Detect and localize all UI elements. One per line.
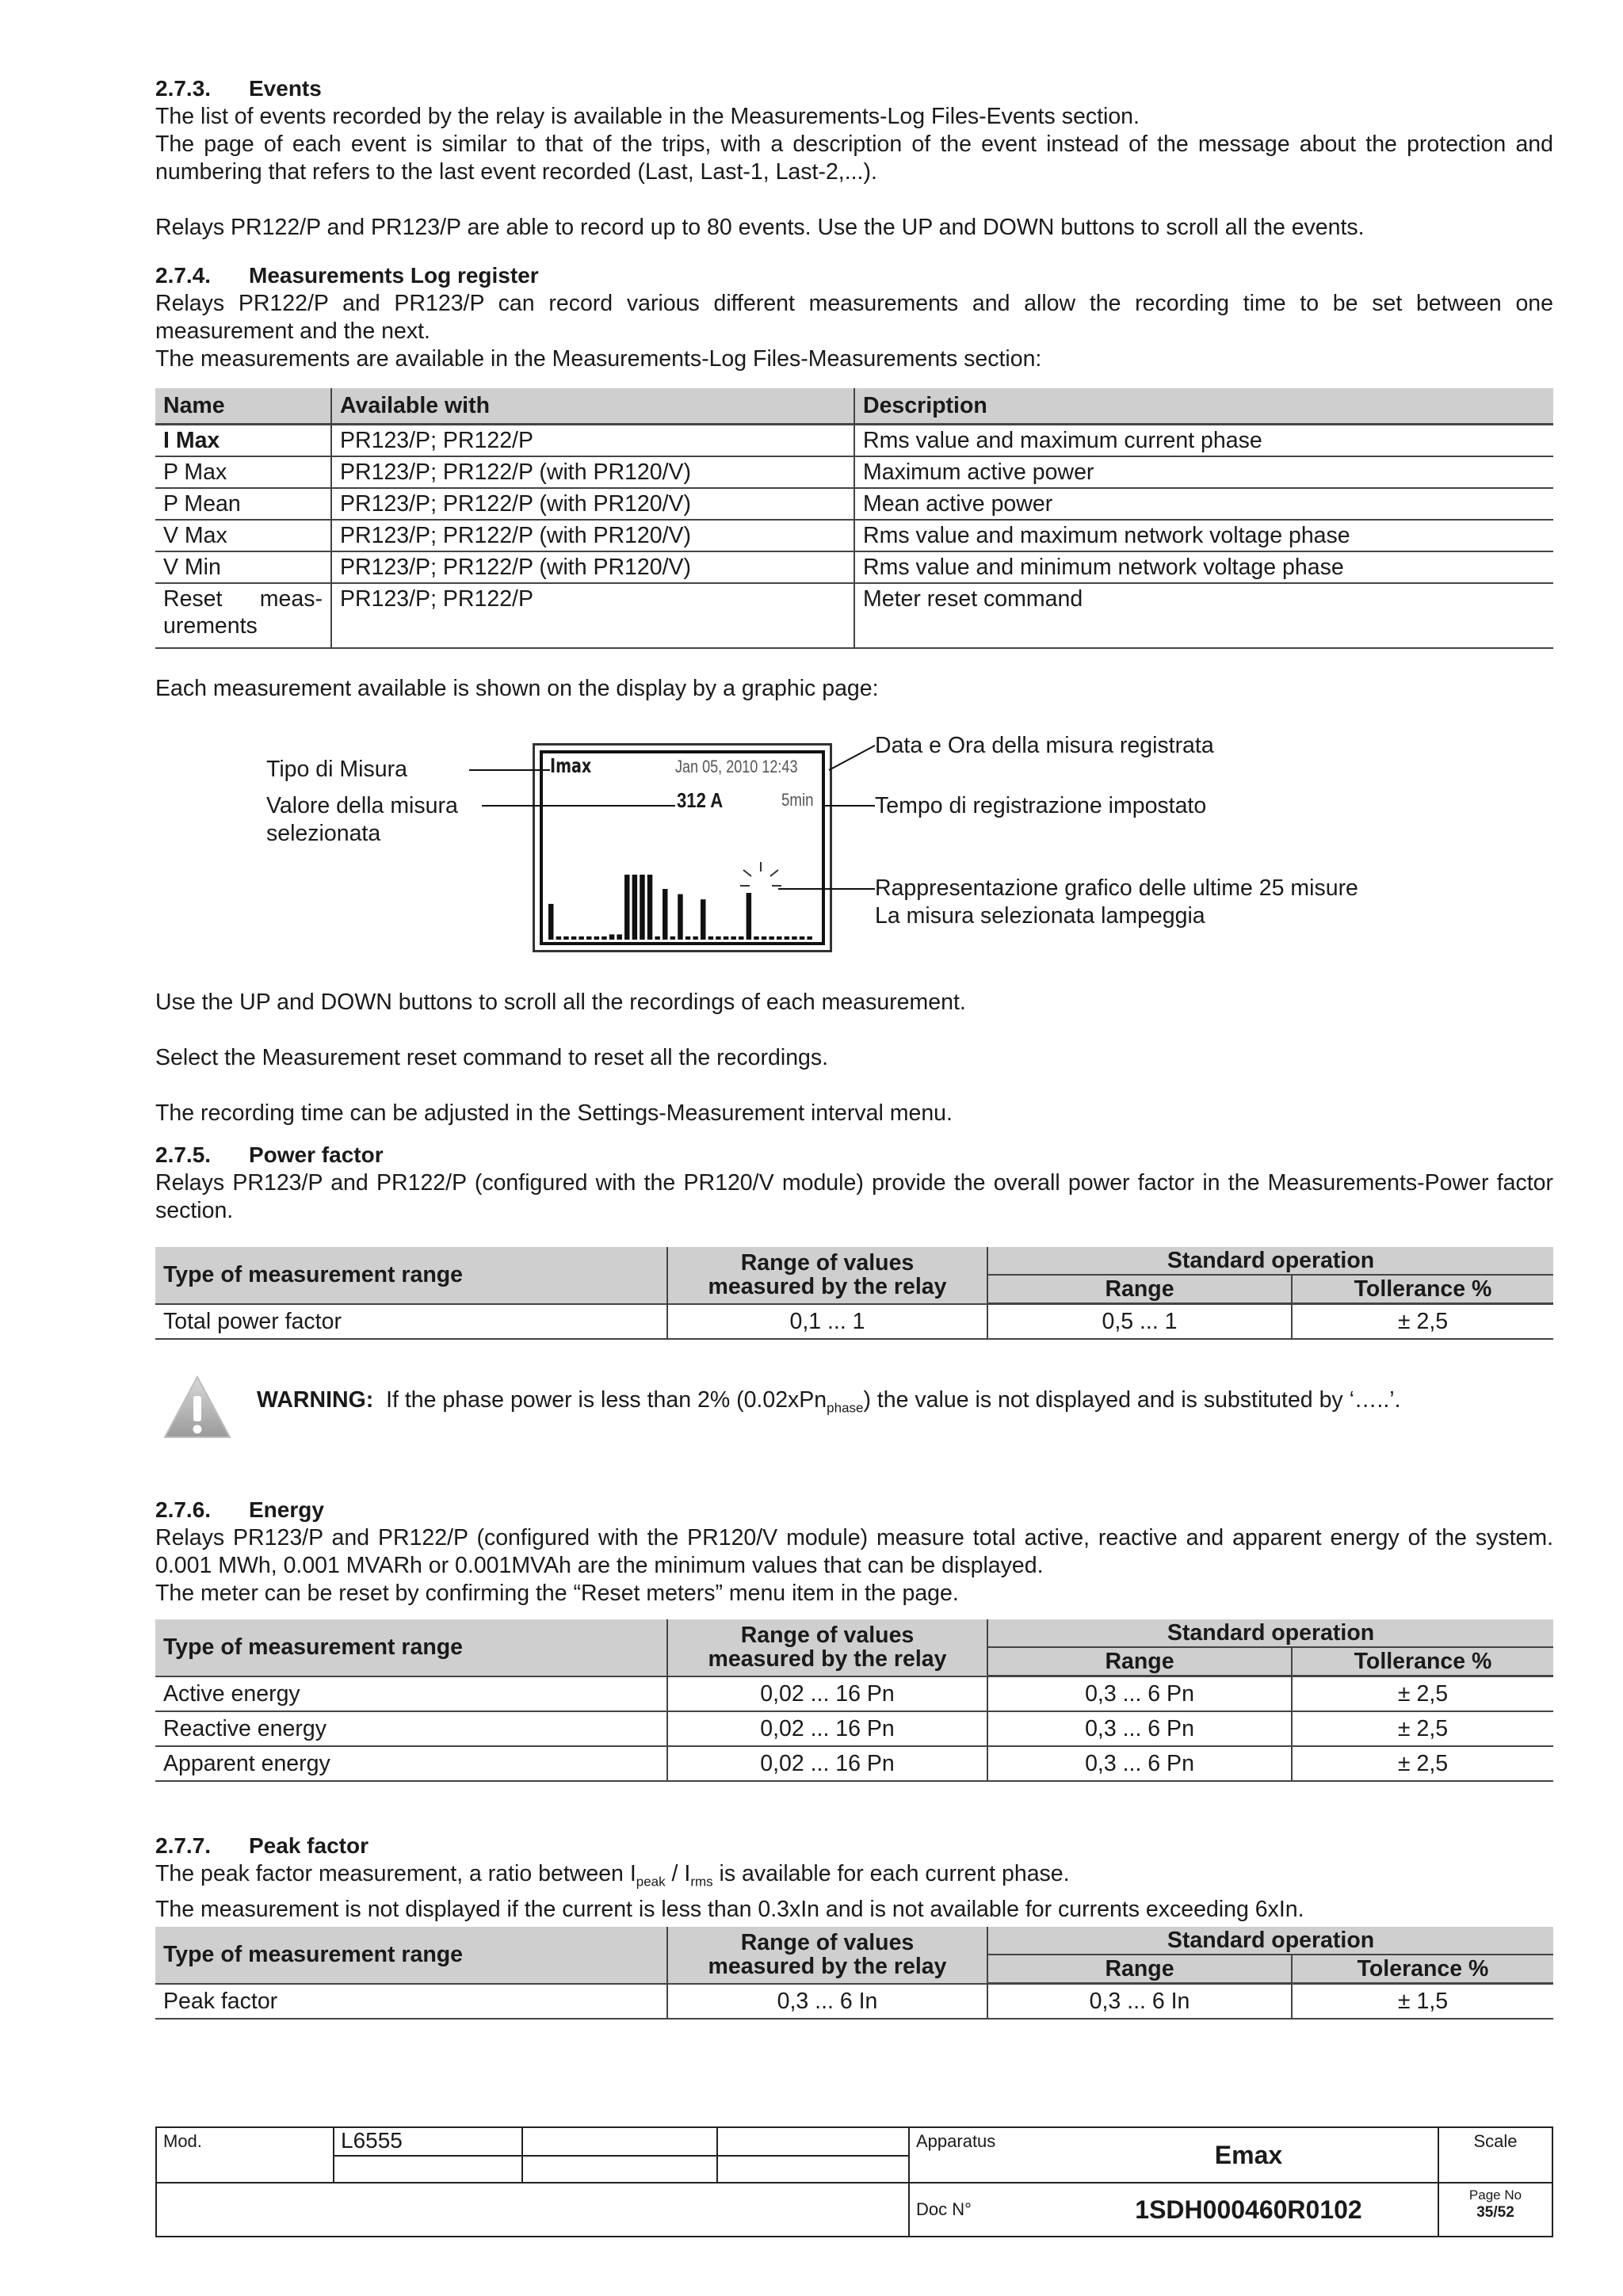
- table-cell: 0,3 ... 6 Pn: [987, 1746, 1292, 1781]
- lcd-bar: [647, 875, 653, 940]
- label-valore-1: Valore della misura: [266, 793, 458, 818]
- table-cell: 0,3 ... 6 In: [987, 1984, 1292, 2019]
- paragraph: Relays PR122/P and PR123/P can record various different measurements and allow the recording time to be set between one measurement and the next.: [155, 291, 1553, 344]
- table-cell: PR123/P; PR122/P (with PR120/V): [331, 488, 854, 520]
- table-cell: Peak factor: [155, 1984, 667, 2019]
- header-cell: Type of measurement range: [155, 1247, 667, 1304]
- section-heading: 2.7.4. Measurements Log register: [155, 263, 539, 288]
- scale-label: Scale: [1438, 2127, 1552, 2183]
- table-cell: PR123/P; PR122/P: [331, 583, 854, 648]
- table-cell: V Min: [155, 551, 331, 583]
- lcd-bar: [601, 936, 607, 940]
- lcd-bar: [632, 875, 638, 940]
- section-peak-factor: [155, 1832, 1553, 1924]
- footer-row: [156, 2127, 1552, 2156]
- header-cell: Tolerance %: [1292, 1955, 1553, 1984]
- screen-title: Imax: [550, 754, 592, 777]
- lcd-bar: [663, 889, 668, 940]
- section-heading: 2.7.5. Power factor: [155, 1142, 384, 1167]
- table-cell: Mean active power: [854, 488, 1553, 520]
- footer-cell: [717, 2156, 909, 2183]
- footer-title-block: [155, 2126, 1553, 2237]
- warning-icon: [162, 1374, 233, 1440]
- table-cell: PR123/P; PR122/P (with PR120/V): [331, 551, 854, 583]
- doc-value: 1SDH000460R0102: [1060, 2183, 1438, 2237]
- footer-cell: [717, 2127, 909, 2156]
- table-header-row: [155, 1247, 1553, 1275]
- lcd-bar: [769, 936, 774, 940]
- lcd-bar: [708, 936, 714, 940]
- lcd-bar: [594, 936, 600, 940]
- screen-interval: 5min: [781, 790, 814, 810]
- footer-row: [156, 2183, 1552, 2237]
- paragraph: Relays PR123/P and PR122/P (configured with the PR120/V module) measure total active, reactive and apparent energy of the system. 0.001 MWh, 0.001 MVARh or 0.001MVAh are the minimum values that can be displayed.: [155, 1525, 1553, 1578]
- table-row: [155, 1746, 1553, 1781]
- lcd-bar: [640, 875, 645, 940]
- energy-table-wrap: [155, 1619, 1553, 1782]
- header-cell: Range: [987, 1275, 1292, 1304]
- footer-cell: [156, 2183, 909, 2237]
- lcd-bar: [556, 936, 562, 940]
- table-cell: Apparent energy: [155, 1746, 667, 1781]
- table-cell: ± 2,5: [1292, 1304, 1553, 1340]
- header-cell: Tollerance %: [1292, 1275, 1553, 1304]
- table-cell: 0,3 ... 6 Pn: [987, 1711, 1292, 1746]
- table-row: [155, 1711, 1553, 1746]
- table-row: [155, 1676, 1553, 1712]
- table-cell: ± 2,5: [1292, 1676, 1553, 1712]
- paragraph: The meter can be reset by confirming the “Reset meters” menu item in the page.: [155, 1581, 959, 1606]
- header-cell: Standard operation: [987, 1927, 1553, 1955]
- section-energy: [155, 1496, 1553, 1608]
- lcd-bar: [563, 936, 569, 940]
- paragraph: Use the UP and DOWN buttons to scroll all the recordings of each measurement.: [155, 990, 966, 1015]
- paragraph: The peak factor measurement, a ratio between $I_{peak} / I_{rms}$ is available for each current phase.: [155, 1861, 1070, 1890]
- apparatus-value: Emax: [1060, 2127, 1438, 2183]
- table-cell: 0,02 ... 16 Pn: [667, 1746, 987, 1781]
- lcd-bar: [548, 904, 554, 940]
- header-cell: Tollerance %: [1292, 1647, 1553, 1676]
- table-cell: 0,02 ... 16 Pn: [667, 1676, 987, 1712]
- header-cell: Range of values measured by the relay: [667, 1247, 987, 1304]
- label-tempo: Tempo di registrazione impostato: [875, 793, 1207, 818]
- mod-value: L6555: [334, 2127, 522, 2156]
- label-data: Data e Ora della misura registrata: [875, 733, 1214, 758]
- lcd-bar: [655, 936, 660, 940]
- paragraph: The recording time can be adjusted in the Settings-Measurement interval menu.: [155, 1100, 953, 1126]
- leader-line-data: [829, 746, 875, 770]
- header-cell: Type of measurement range: [155, 1927, 667, 1984]
- header-cell: Available with: [331, 388, 854, 425]
- label-valore-2: selezionata: [266, 821, 381, 846]
- header-cell: Range: [987, 1647, 1292, 1676]
- header-cell: Standard operation: [987, 1247, 1553, 1275]
- table-cell: ± 1,5: [1292, 1984, 1553, 2019]
- section-power-factor: [155, 1141, 1553, 1225]
- peak-factor-table: [155, 1927, 1553, 2019]
- header-cell: Type of measurement range: [155, 1619, 667, 1676]
- table-cell: V Max: [155, 520, 331, 551]
- paragraph: The measurements are available in the Measurements-Log Files-Measurements section:: [155, 346, 1042, 372]
- screen-value: 312 A: [677, 788, 724, 812]
- lcd-bar: [785, 936, 790, 940]
- lcd-bar: [724, 936, 729, 940]
- energy-table: [155, 1619, 1553, 1782]
- table-cell: 0,1 ... 1: [667, 1304, 987, 1340]
- lcd-bar: [685, 936, 691, 940]
- label-rapp-2: La misura selezionata lampeggia: [875, 903, 1205, 929]
- table-cell: Meter reset command: [854, 583, 1553, 648]
- lcd-bar: [747, 893, 752, 940]
- lcd-bar: [754, 936, 759, 940]
- header-cell: Range: [987, 1955, 1292, 1984]
- table-cell: Total power factor: [155, 1304, 667, 1340]
- table-row: [155, 1984, 1553, 2019]
- power-factor-table: [155, 1247, 1553, 1340]
- footer-cell: [522, 2127, 717, 2156]
- table-cell: PR123/P; PR122/P (with PR120/V): [331, 456, 854, 488]
- lcd-bar: [792, 936, 797, 940]
- footer-cell: [522, 2156, 717, 2183]
- table-cell: P Max: [155, 456, 331, 488]
- lcd-bar: [762, 936, 767, 940]
- header-cell: Name: [155, 388, 331, 425]
- blink-indicator: [740, 862, 781, 886]
- table-cell: Maximum active power: [854, 456, 1553, 488]
- table-cell: 0,3 ... 6 In: [667, 1984, 987, 2019]
- lcd-bar: [678, 894, 683, 940]
- table-cell: Active energy: [155, 1676, 667, 1712]
- lcd-bar: [731, 936, 736, 940]
- table-cell: 0,3 ... 6 Pn: [987, 1676, 1292, 1712]
- lcd-bar: [624, 875, 630, 940]
- lcd-bar: [609, 934, 615, 940]
- section-heading: 2.7.3. Events: [155, 76, 322, 101]
- screen-date: Jan 05, 2010 12:43: [675, 757, 798, 776]
- apparatus-label: Apparatus: [909, 2127, 1060, 2183]
- lcd-bar: [800, 936, 805, 940]
- paragraph: Relays PR123/P and PR122/P (configured with the PR120/V module) provide the overall power factor in the Measurements-Power factor section.: [155, 1170, 1553, 1223]
- doc-label: Doc N°: [909, 2183, 1060, 2237]
- lcd-bar: [670, 936, 676, 940]
- lcd-bar: [739, 936, 744, 940]
- header-cell: Description: [854, 388, 1553, 425]
- power-factor-table-wrap: [155, 1247, 1553, 1340]
- table-row: [155, 1304, 1553, 1340]
- section-heading: 2.7.6. Energy: [155, 1497, 324, 1522]
- blink-ray: [770, 870, 778, 876]
- lcd-bar: [579, 936, 584, 940]
- page-number: Page No 35/52: [1438, 2183, 1552, 2237]
- paragraph: Each measurement available is shown on the display by a graphic page:: [155, 676, 879, 701]
- table-cell: 0,5 ... 1: [987, 1304, 1292, 1340]
- paragraph: Relays PR122/P and PR123/P are able to record up to 80 events. Use the UP and DOWN buttons to scroll all the events.: [155, 215, 1365, 240]
- table-cell: Rms value and maximum current phase: [854, 425, 1553, 457]
- lcd-bar: [586, 936, 592, 940]
- warning-text: WARNING: If the phase power is less than 2% (0.02xPn$_{phase}$) the value is not displayed and is substituted by ‘…..’.: [257, 1387, 1401, 1416]
- table-cell: I Max: [155, 425, 331, 457]
- lcd-bar: [693, 936, 698, 940]
- section-heading: 2.7.7. Peak factor: [155, 1833, 369, 1858]
- header-cell: Range of values measured by the relay: [667, 1619, 987, 1676]
- header-cell: Range of values measured by the relay: [667, 1927, 987, 1984]
- lcd-bar: [716, 936, 721, 940]
- lcd-bar: [571, 936, 577, 940]
- lcd-bar: [807, 936, 812, 940]
- lcd-bar-chart: [548, 875, 812, 940]
- table-cell: ± 2,5: [1292, 1711, 1553, 1746]
- table-header-row: [155, 1927, 1553, 1955]
- mod-label: Mod.: [156, 2127, 334, 2183]
- paragraph: The measurement is not displayed if the current is less than 0.3xIn and is not available for currents exceeding 6xIn.: [155, 1896, 1304, 1922]
- paragraph: The page of each event is similar to that of the trips, with a description of the event instead of the message about the protection and numbering that refers to the last event recorded (Last, Last-1, Last-2,...).: [155, 132, 1553, 185]
- table-cell: P Mean: [155, 488, 331, 520]
- label-tipo: Tipo di Misura: [266, 757, 407, 782]
- table-cell: PR123/P; PR122/P: [331, 425, 854, 457]
- table-cell: ± 2,5: [1292, 1746, 1553, 1781]
- table-cell: PR123/P; PR122/P (with PR120/V): [331, 520, 854, 551]
- peak-factor-table-wrap: [155, 1927, 1553, 2019]
- warning-label: WARNING:: [257, 1387, 374, 1413]
- blink-ray: [743, 870, 751, 876]
- table-cell: Rms value and maximum network voltage phase: [854, 520, 1553, 551]
- diagram-svg: [0, 0, 1623, 1030]
- footer-cell: [334, 2156, 522, 2183]
- footer-table: [155, 2126, 1553, 2237]
- table-cell: Reactive energy: [155, 1711, 667, 1746]
- leader-lines: [469, 746, 875, 889]
- paragraph: Select the Measurement reset command to reset all the recordings.: [155, 1045, 829, 1070]
- lcd-bar: [701, 899, 706, 940]
- header-cell: Standard operation: [987, 1619, 1553, 1647]
- label-rapp-1: Rappresentazione grafico delle ultime 25 misure: [875, 875, 1358, 901]
- table-cell: Rms value and minimum network voltage phase: [854, 551, 1553, 583]
- lcd-bar: [777, 936, 782, 940]
- table-cell: 0,02 ... 16 Pn: [667, 1711, 987, 1746]
- paragraph: The list of events recorded by the relay is available in the Measurements-Log Files-Events section.: [155, 104, 1140, 129]
- table-cell: Reset meas-urements: [155, 583, 331, 648]
- lcd-bar: [617, 934, 622, 940]
- table-header-row: [155, 1619, 1553, 1647]
